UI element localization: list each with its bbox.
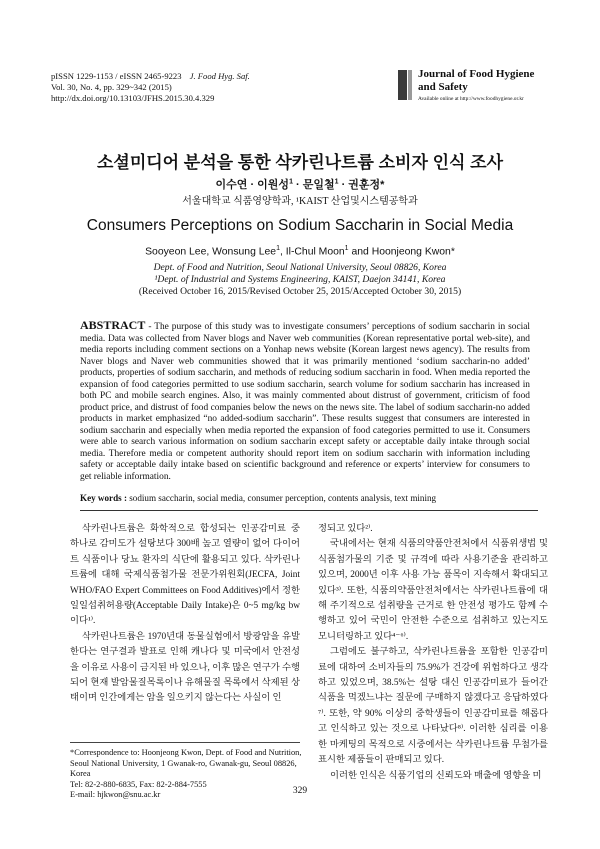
logo-bar-icon [398,70,407,100]
authors-ko-sup2: 1 [334,178,339,186]
body-right-paragraph-4: 이러한 인식은 식품기업의 신뢰도와 매출에 영향을 미 [330,770,542,781]
body-right-paragraph-1: 정되고 있다²⁾. [318,524,373,534]
authors-en-sup1: 1 [276,245,280,252]
keywords-label: Key words : [80,493,127,503]
journal-logo [398,68,560,108]
journal-name [418,68,534,93]
correspondence-phone: Tel: 82-2-880-6835, Fax: 82-2-884-7555 [70,779,207,789]
issn: pISSN 1229-1153 / eISSN 2465-9223 [51,71,182,81]
doi-link[interactable]: http://dx.doi.org/10.13103/JFHS.2015.30.4.329 [51,93,215,103]
affiliation-korean: 서울대학교 식품영양학과, ¹KAIST 산업및시스템공학과 [182,196,418,207]
authors-en-part2: , Il-Chul Moon [279,246,345,258]
issn-line [51,71,250,82]
keywords [80,493,540,503]
body-left-paragraph-1: 삭카린나트륨은 화학적으로 합성되는 인공감미료 중 하나로 감미도가 설탕보다 300배 높고 열량이 없어 다이어트 식품이나 당뇨 환자의 식단에 활용되고 있다. 삭카린나트륨에 대해 국제식품첨가물 전문가위원회(JECFA, Joint WHO/FAO Expert Committees on Food Additives)에서 정한 일일섭취허용량(Acceptable Daily Intake)은 0~5 mg/kg bw이다¹⁾. [70,524,300,627]
body-column-left [70,522,300,707]
abstract-text: - The purpose of this study was to investigate consumers’ perceptions of sodium saccharin in social media. Data was collected from Naver blogs and Naver web communities (Korean representative portal web-site), and media reports including comment sections on a Yonhap news website (Korean largest news agency). The results from Naver blogs and Naver web communities showed that it was primarily mentioned ‘sodium saccharin-no added’ products, properties of sodium saccharin, and methods of reducing sodium saccharin in food. When media reported the expansion of food categories permitted to use sodium saccharin, search volume for sodium saccharin has increased in both PC and mobile search engines. Also, it was mainly commented about distrust of government, criticism of food product price, and distrust of food companies below the news on the news site. The label of sodium saccharin-no added products in market emphasized “no added-sodium saccharin”. These results suggest that consumers are interested in sodium saccharin and especially when media reported the expansion of food categories permitted to use it. Consumers were able to search various information on sodium saccharin except safety or acceptable daily intake through social media. Therefore media or competent authority should report item on sodium saccharin with information including safety or acceptable daily intake based on scientific background and reference or experts’ interview for consumers to get reliable information. [80,322,530,482]
authors-en-sup2: 1 [344,245,349,252]
authors-english [0,245,600,257]
logo-bar-accent-icon [408,70,412,100]
journal-url[interactable]: Available online at http://www.foodhygiene.or.kr [418,96,524,102]
authors-ko-sup1: 1 [289,178,293,186]
page-number: 329 [292,786,308,796]
journal-name-line1: Journal of Food Hygiene [418,68,535,80]
correspondence-email[interactable]: E-mail: hjkwon@snu.ac.kr [70,790,161,800]
affiliation-en-line2: ¹Dept. of Industrial and Systems Engineering, KAIST, Daejon 34141, Korea [154,274,446,285]
authors-ko-part2: · 문일철 [292,179,335,191]
body-column-right [318,522,548,784]
title-english: Consumers Perceptions on Sodium Saccharin in Social Media [86,217,514,234]
correspondence-address: *Correspondence to: Hoonjeong Kwon, Dept. of Food and Nutrition, Seoul National University, 1 Gwanak-ro, Gwanak-gu, Seoul 08826, Korea [70,748,302,779]
abstract-heading: ABSTRACT [80,318,146,332]
journal-name-line2: and Safety [418,80,468,93]
authors-en-part3: and Hoonjeong Kwon* [348,246,455,258]
body-right-paragraph-2: 국내에서는 현재 식품의약품안전처에서 식품위생법 및 식품첨가물의 기준 및 규격에 따라 사용기준을 관리하고 있으며, 2000년 이후 사용 가능 품목이 지속해서 확대되고 있다³⁾. 또한, 식품의약품안전처에서는 삭카린나트륨에 대해 주기적으로 섭취량을 근거로 한 안전성 평가도 함께 수행하고 있어 국민이 안전한 수준으로 섭취하고 있는지도 모니터링하고 있다⁴⁻⁶⁾. [318,539,548,642]
affiliation-english [0,262,600,286]
authors-en-part1: Sooyeon Lee, Wonsung Lee [145,246,277,258]
keywords-divider [80,510,538,511]
affiliation-en-line1: Dept. of Food and Nutrition, Seoul National University, Seoul 08826, Korea [153,262,447,273]
abstract [80,320,530,483]
body-right-paragraph-3: 그럼에도 불구하고, 삭카린나트륨을 포함한 인공감미료에 대하여 소비자들의 75.9%가 건강에 위험하다고 생각하고 있었으며, 38.5%는 설탕 대신 인공감미료가 들어간 식품을 먹겠느냐는 질문에 구매하지 않겠다고 응답하였다⁷⁾. 또한, 약 90% 이상의 중학생들이 인공감미료를 해롭다고 인식하고 있는 것으로 나타났다⁸⁾. 이러한 심리를 이용한 마케팅의 목적으로 시중에서는 삭카린나트륨 무첨가를 표시한 제품들이 판매되고 있다. [318,647,548,766]
received-dates: (Received October 16, 2015/Revised October 25, 2015/Accepted October 30, 2015) [138,286,462,297]
body-left-paragraph-2: 삭카린나트륨은 1970년대 동물실험에서 방광암을 유발한다는 연구결과 발표로 인해 캐나다 및 미국에서 안전성을 이유로 사용이 금지된 바 있으나, 이후 많은 연구가 수행되어 현재 발암물질목록이나 유해물질 목록에서 삭제된 상태이며 인간에게는 암을 일으키지 않는다는 사실이 인 [70,631,300,704]
title-korean: 소셜미디어 분석을 통한 삭카린나트륨 소비자 인식 조사 [96,153,504,172]
header-meta [51,71,250,104]
authors-ko-part3: · 권훈정* [338,179,385,191]
authors-ko-part1: 이수연 · 이원성 [215,179,290,191]
volume: Vol. 30, No. 4, pp. 329~342 (2015) [51,82,172,92]
journal-abbr: J. Food Hyg. Saf. [189,71,250,81]
authors-korean [0,176,600,192]
keywords-text: sodium saccharin, social media, consumer perception, contents analysis, text mining [126,493,437,503]
footnote-divider [70,742,300,743]
